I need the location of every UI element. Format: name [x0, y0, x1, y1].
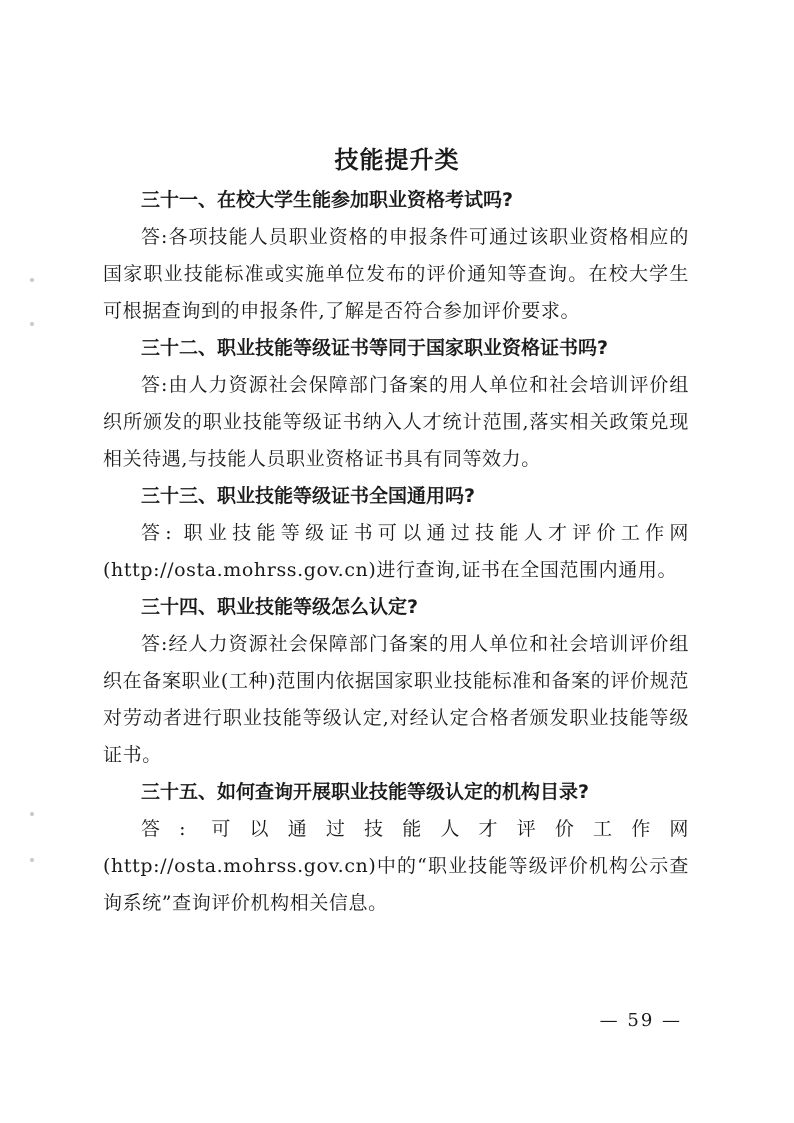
faq-list	[103, 182, 689, 922]
faq-item	[103, 330, 689, 478]
faq-answer: 答:经人力资源社会保障部门备案的用人单位和社会培训评价组织在备案职业(工种)范围内依据国家职业技能标准和备案的评价规范对劳动者进行职业技能等级认定,对经认定合格者颁发职业技能等级证书。	[103, 633, 689, 766]
scan-margin-dot	[30, 858, 34, 862]
faq-question: 三十四、职业技能等级怎么认定?	[141, 596, 419, 618]
faq-question: 三十二、职业技能等级证书等同于国家职业资格证书吗?	[141, 337, 609, 359]
faq-answer: 答:由人力资源社会保障部门备案的用人单位和社会培训评价组织所颁发的职业技能等级证书纳入人才统计范围,落实相关政策兑现相关待遇,与技能人员职业资格证书具有同等效力。	[103, 374, 689, 470]
scan-margin-dot	[30, 278, 34, 282]
page-number: — 59 —	[599, 1010, 682, 1031]
faq-item	[103, 589, 689, 774]
faq-item	[103, 774, 689, 922]
faq-answer: 答: 职业技能等级证书可以通过技能人才评价工作网(http://osta.mohrss.gov.cn)进行查询,证书在全国范围内通用。	[103, 522, 689, 581]
scan-margin-dot	[30, 322, 34, 326]
faq-question: 三十一、在校大学生能参加职业资格考试吗?	[141, 189, 514, 211]
faq-item	[103, 182, 689, 330]
faq-answer: 答: 可以通过技能人才评价工作网(http://osta.mohrss.gov.cn)中的“职业技能等级评价机构公示查询系统”查询评价机构相关信息。	[103, 818, 689, 914]
faq-item	[103, 478, 689, 589]
faq-question: 三十五、如何查询开展职业技能等级认定的机构目录?	[141, 781, 590, 803]
faq-answer: 答:各项技能人员职业资格的申报条件可通过该职业资格相应的国家职业技能标准或实施单位发布的评价通知等查询。在校大学生可根据查询到的申报条件,了解是否符合参加评价要求。	[103, 226, 689, 322]
page-title: 技能提升类	[334, 146, 460, 174]
scan-margin-dot	[30, 812, 34, 816]
faq-question: 三十三、职业技能等级证书全国通用吗?	[141, 485, 476, 507]
